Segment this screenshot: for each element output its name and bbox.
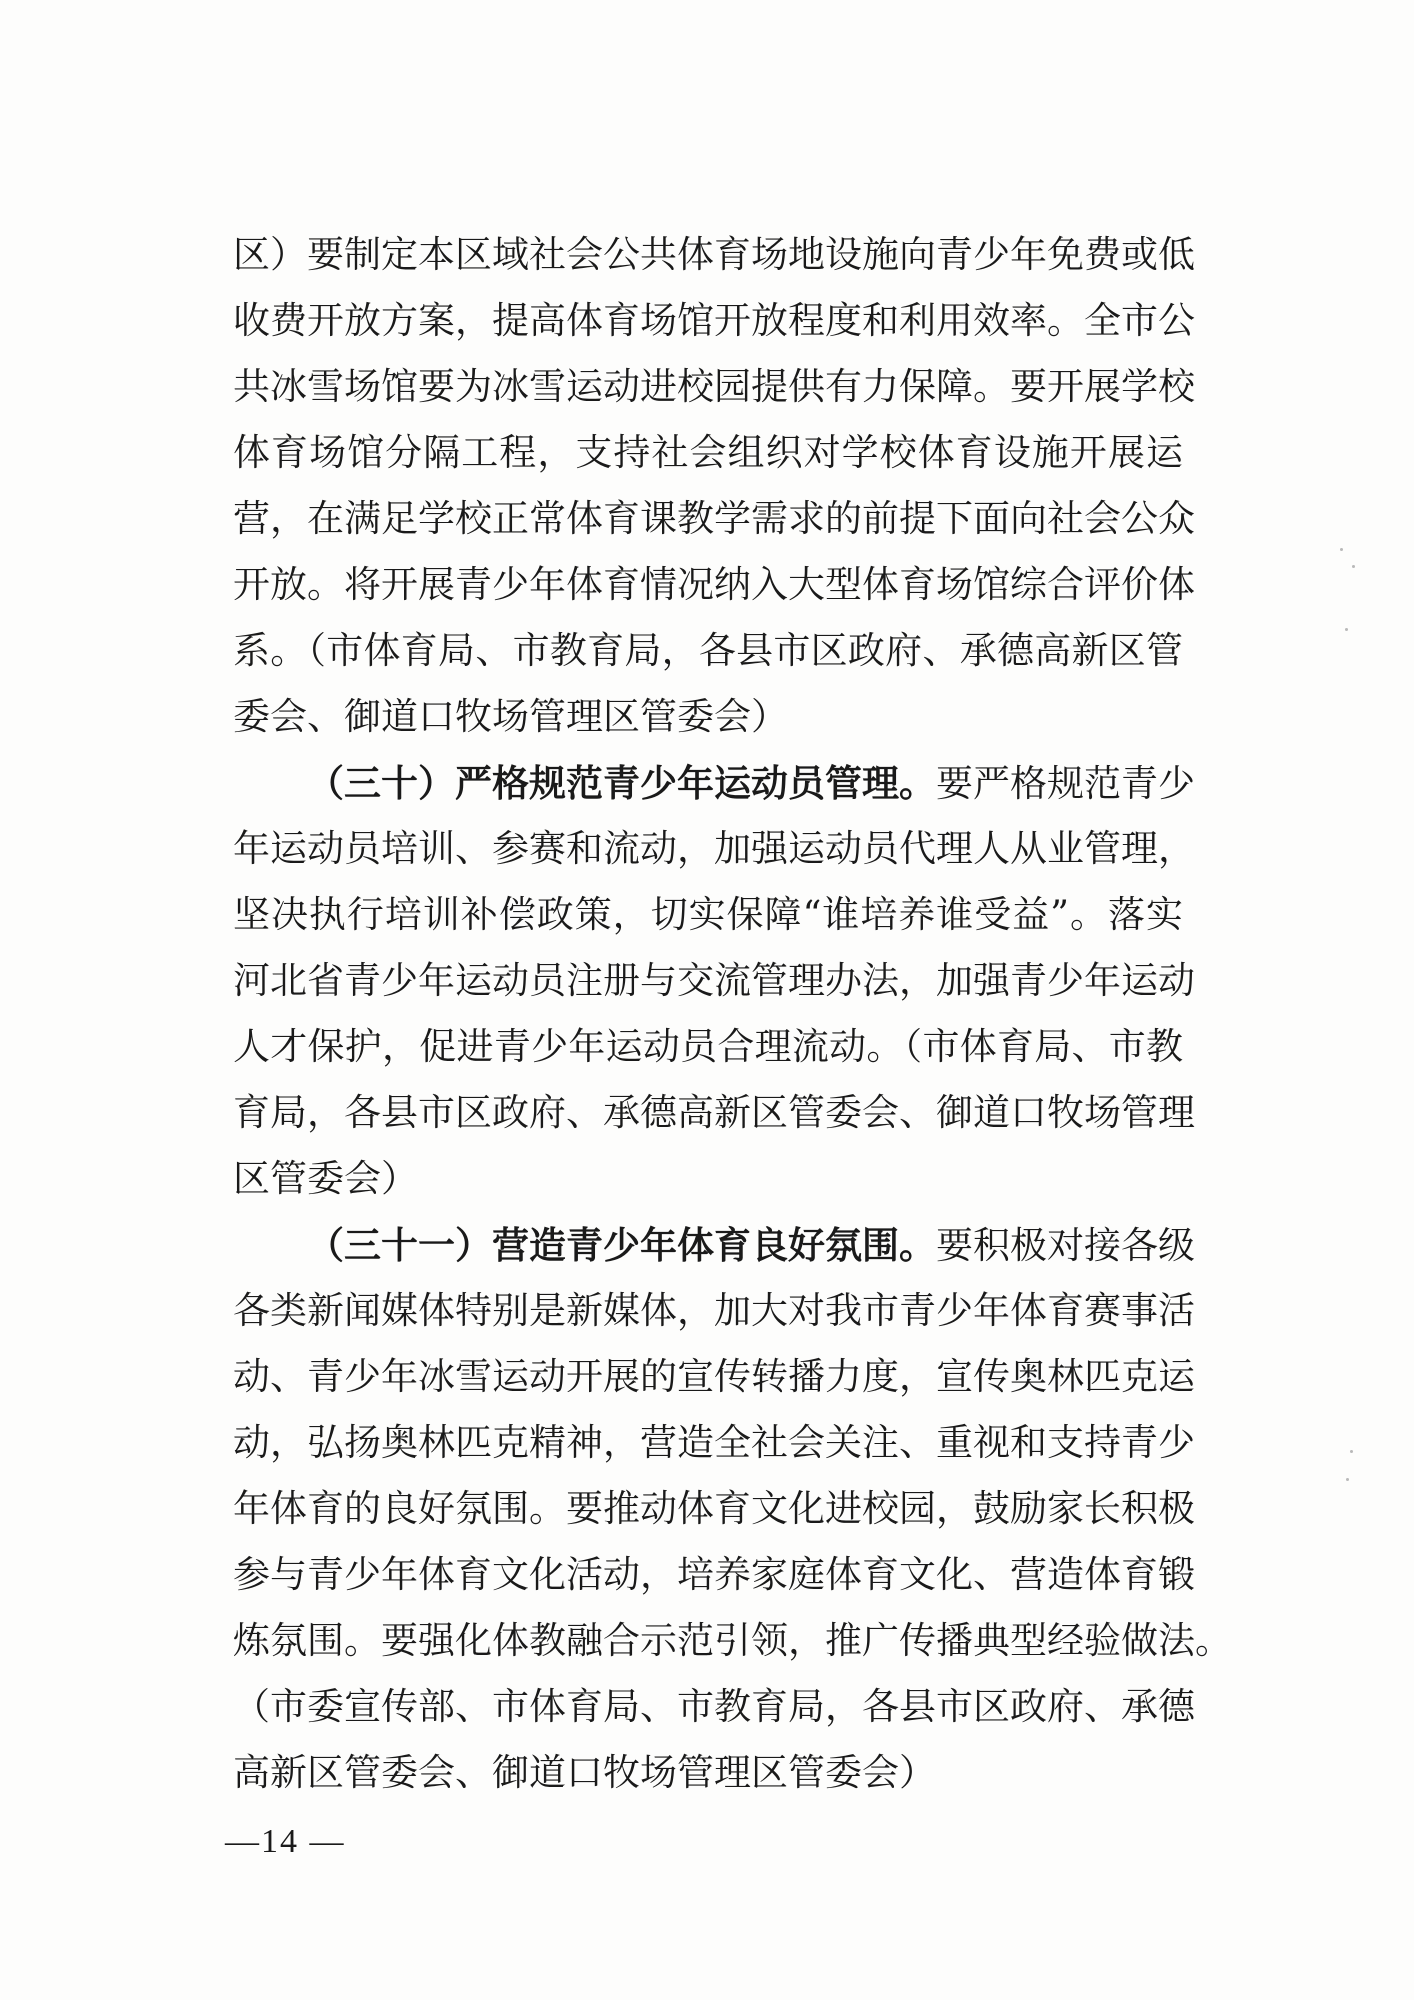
text-line: 动、青少年冰雪运动开展的宣传转播力度，宣传奥林匹克运: [233, 1355, 1195, 1398]
scan-speck: [1345, 628, 1348, 631]
page-number: —14 —: [225, 1823, 346, 1860]
text-line: 坚决执行培训补偿政策，切实保障“谁培养谁受益”。落实: [233, 893, 1183, 936]
scan-speck: [1346, 1478, 1349, 1481]
section-first-line: [307, 1217, 1195, 1273]
text-line: 人才保护，促进青少年运动员合理流动。（市体育局、市教: [233, 1025, 1183, 1068]
text-line: 体育场馆分隔工程，支持社会组织对学校体育设施开展运: [233, 431, 1183, 474]
text-line: 系。（市体育局、市教育局，各县市区政府、承德高新区管: [233, 629, 1183, 672]
text-line: 区管委会）: [233, 1157, 418, 1200]
text-line: 育局，各县市区政府、承德高新区管委会、御道口牧场管理: [233, 1091, 1195, 1134]
text-line: 各类新闻媒体特别是新媒体，加大对我市青少年体育赛事活: [233, 1289, 1195, 1332]
scan-speck: [1352, 565, 1355, 568]
text-line: 河北省青少年运动员注册与交流管理办法，加强青少年运动: [233, 959, 1195, 1002]
text-line: 区）要制定本区域社会公共体育场地设施向青少年免费或低: [233, 233, 1195, 276]
scan-speck: [1350, 1450, 1353, 1453]
section-first-line: [307, 755, 1195, 811]
section-heading: （三十一）营造青少年体育良好氛围。: [307, 1223, 936, 1267]
text-line: 炼氛围。要强化体教融合示范引领，推广传播典型经验做法。: [233, 1619, 1232, 1662]
text-line: 委会、御道口牧场管理区管委会）: [233, 695, 788, 738]
text-line: （市委宣传部、市体育局、市教育局，各县市区政府、承德: [233, 1685, 1195, 1728]
text-line: 共冰雪场馆要为冰雪运动进校园提供有力保障。要开展学校: [233, 365, 1195, 408]
text-line: 参与青少年体育文化活动，培养家庭体育文化、营造体育锻: [233, 1553, 1195, 1596]
section-heading: （三十）严格规范青少年运动员管理。: [307, 761, 936, 805]
scan-speck: [1340, 548, 1343, 551]
section-lead-text: 要积极对接各级: [936, 1224, 1195, 1267]
text-line: 高新区管委会、御道口牧场管理区管委会）: [233, 1751, 936, 1794]
text-line: 营，在满足学校正常体育课教学需求的前提下面向社会公众: [233, 497, 1195, 540]
text-line: 动，弘扬奥林匹克精神，营造全社会关注、重视和支持青少: [233, 1421, 1195, 1464]
text-line: 年运动员培训、参赛和流动，加强运动员代理人从业管理，: [233, 827, 1195, 870]
text-line: 开放。将开展青少年体育情况纳入大型体育场馆综合评价体: [233, 563, 1195, 606]
text-line: 年体育的良好氛围。要推动体育文化进校园，鼓励家长积极: [233, 1487, 1195, 1530]
text-line: 收费开放方案，提高体育场馆开放程度和利用效率。全市公: [233, 299, 1195, 342]
section-lead-text: 要严格规范青少: [936, 762, 1195, 805]
